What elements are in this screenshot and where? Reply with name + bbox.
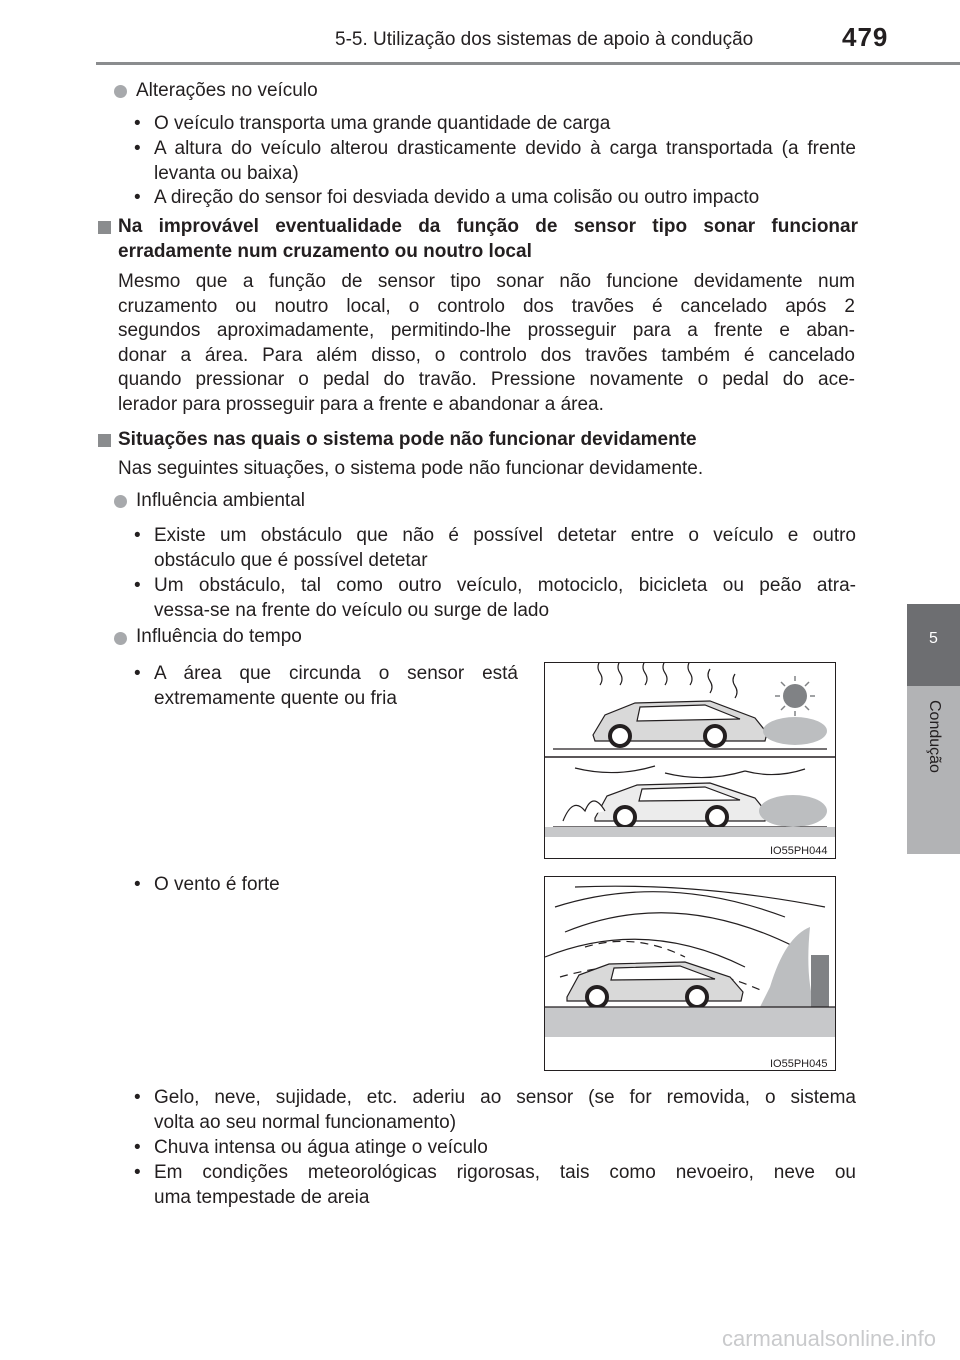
bullet-mark: • xyxy=(134,1137,141,1158)
hot-cold-scene-icon xyxy=(545,663,835,858)
square-bullet-icon xyxy=(98,221,111,234)
chapter-tab-number: 5 xyxy=(907,604,960,686)
weather-title: Influência do tempo xyxy=(136,626,302,647)
chapter-tab-label xyxy=(907,686,960,854)
section-title: 5-5. Utilização dos sistemas de apoio à condução xyxy=(335,29,754,50)
chapter-tab-label-text: Condução xyxy=(925,700,943,773)
wind-scene-icon xyxy=(545,877,835,1070)
bullet-mark: • xyxy=(134,187,141,208)
illustration-code: IO55PH045 xyxy=(770,1058,828,1070)
list-item-text: O veículo transporta uma grande quantidade de carga xyxy=(154,113,611,134)
list-item-line: extremamente quente ou fria xyxy=(154,687,397,709)
list-item-line: vessa-se na frente do veículo ou surge de lado xyxy=(154,599,550,621)
illustration-code: IO55PH044 xyxy=(770,845,828,857)
list-item-line: Chuva intensa ou água atinge o veículo xyxy=(154,1137,488,1158)
watermark: carmanualsonline.info xyxy=(722,1326,937,1351)
body-line: donar a área. Para além disso, o controlo dos travões também é cancelado xyxy=(118,344,855,366)
circle-bullet-icon xyxy=(114,85,127,98)
intersection-body xyxy=(118,270,855,417)
body-line: segundos aproximadamente, permitindo-lhe prosseguir para a frente e aban- xyxy=(118,320,855,341)
illustration-wind xyxy=(544,876,836,1071)
circle-bullet-icon xyxy=(114,495,127,508)
bullet-mark: • xyxy=(134,525,141,546)
list-item-line: A área que circunda o sensor está xyxy=(154,663,518,684)
intro-text: Nas seguintes situações, o sistema pode não funcionar devidamente. xyxy=(118,458,704,479)
header-rule xyxy=(96,62,960,65)
page-number: 479 xyxy=(842,22,889,52)
bullet-mark: • xyxy=(134,1087,141,1108)
list-item-line: Gelo, neve, sujidade, etc. aderiu ao sensor (se for removida, o sistema xyxy=(154,1087,856,1108)
bullet-mark: • xyxy=(134,138,141,159)
list-item-line: Um obstáculo, tal como outro veículo, motociclo, bicicleta ou peão atra- xyxy=(154,575,856,596)
bullet-mark: • xyxy=(134,874,141,895)
body-line: lerador para prosseguir para a frente e abandonar a área. xyxy=(118,393,604,415)
circle-bullet-icon xyxy=(114,632,127,645)
vehicle-changes-title: Alterações no veículo xyxy=(136,80,318,101)
section-heading: Situações nas quais o sistema pode não funcionar devidamente xyxy=(118,429,697,450)
square-bullet-icon xyxy=(98,434,111,447)
environment-title: Influência ambiental xyxy=(136,490,305,511)
bullet-mark: • xyxy=(134,575,141,596)
list-item-text: A direção do sensor foi desviada devido a uma colisão ou outro impacto xyxy=(154,187,760,208)
body-line: Mesmo que a função de sensor tipo sonar não funcione devidamente num xyxy=(118,271,855,292)
list-item-line: Existe um obstáculo que não é possível detetar entre o veículo e outro xyxy=(154,525,856,546)
list-item-line: uma tempestade de areia xyxy=(154,1186,370,1208)
list-item-text: A altura do veículo alterou drasticamente devido à carga transportada (a frente levanta ou baixa) xyxy=(154,138,856,184)
list-item-line: Em condições meteorológicas rigorosas, tais como nevoeiro, neve ou xyxy=(154,1162,856,1183)
bullet-mark: • xyxy=(134,663,141,684)
section-heading: Na improvável eventualidade da função de sensor tipo sonar funcionar erradamente num cruzamento ou noutro local xyxy=(118,216,858,262)
bullet-mark: • xyxy=(134,1162,141,1183)
list-item-text: O vento é forte xyxy=(154,874,280,895)
bullet-mark: • xyxy=(134,113,141,134)
body-line: quando pressionar o pedal do travão. Pressione novamente o pedal do ace- xyxy=(118,369,855,390)
list-item-line: obstáculo que é possível detetar xyxy=(154,549,428,571)
list-item-line: volta ao seu normal funcionamento) xyxy=(154,1111,457,1133)
illustration-hot-cold xyxy=(544,662,836,859)
body-line: cruzamento ou noutro local, o controlo dos travões é cancelado após 2 xyxy=(118,295,855,317)
